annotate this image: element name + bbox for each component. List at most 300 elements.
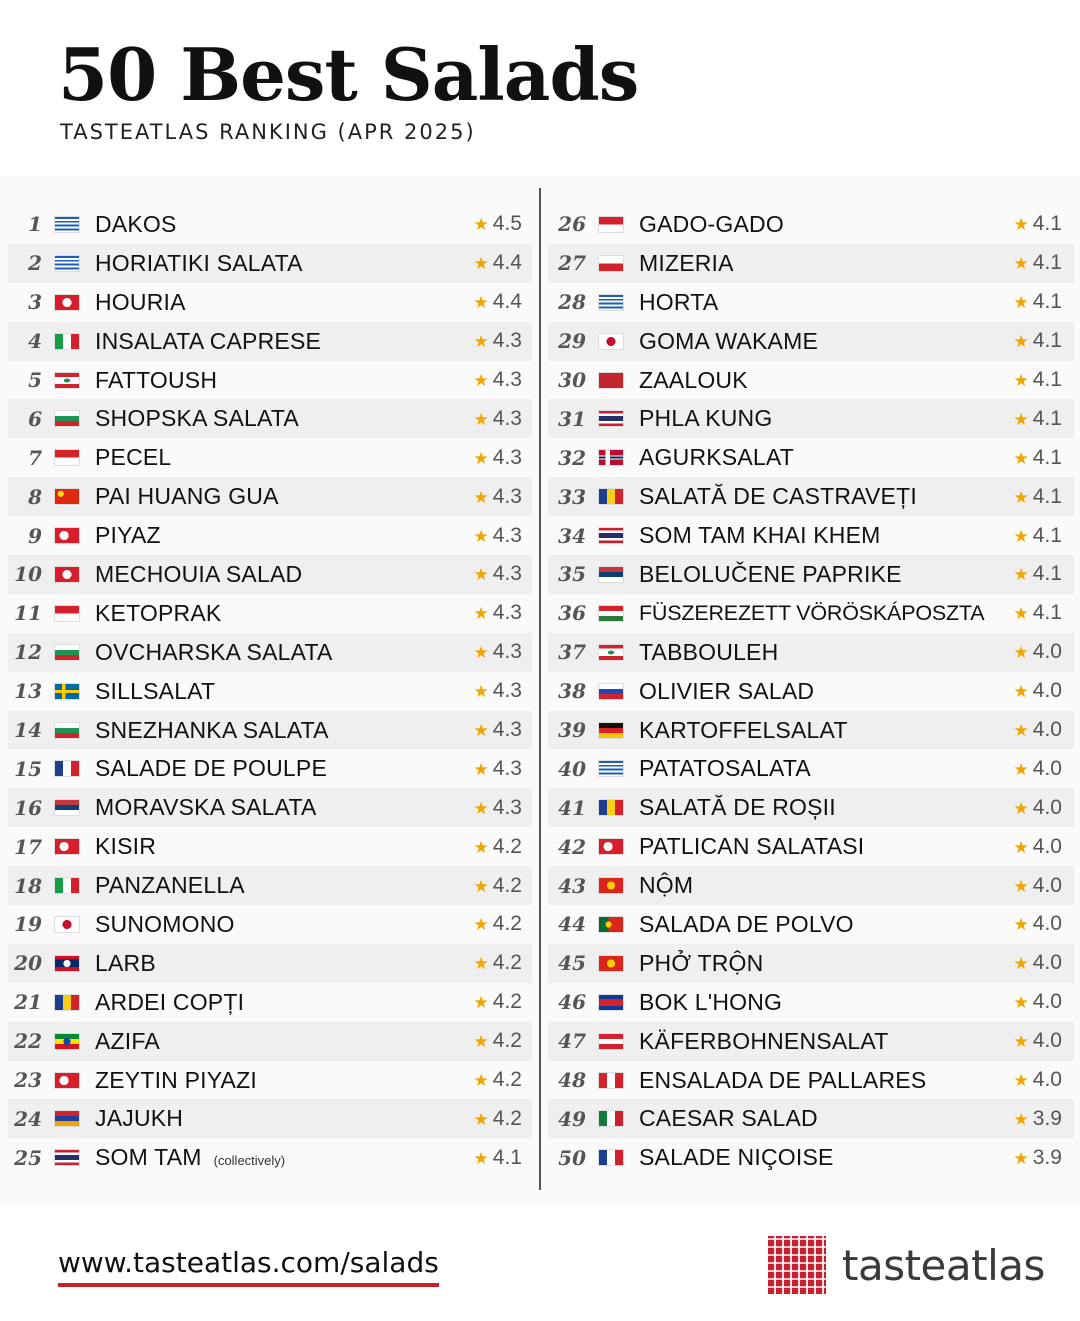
salad-name-text: PATATOSALATA <box>639 755 811 782</box>
ranking-row <box>548 633 1074 672</box>
rank-number: 29 <box>558 329 586 354</box>
salad-name <box>95 717 462 744</box>
ranking-row <box>548 438 1074 477</box>
rating <box>1002 212 1074 236</box>
rating-value: 4.2 <box>492 1106 522 1130</box>
salad-name <box>639 289 1002 316</box>
star-icon: ★ <box>1013 409 1029 429</box>
salad-name <box>95 833 462 860</box>
ranking-row <box>8 205 532 244</box>
salad-name <box>95 1144 462 1171</box>
rating <box>462 912 532 936</box>
rating-value: 4.0 <box>1032 718 1062 742</box>
ranking-row <box>8 516 532 555</box>
salad-name <box>639 367 1002 394</box>
star-icon: ★ <box>473 409 489 429</box>
flag-indonesia-icon <box>54 605 80 622</box>
rating <box>1002 1107 1074 1131</box>
ranking-row <box>8 711 532 750</box>
star-icon: ★ <box>473 448 489 468</box>
ranking-row <box>8 866 532 905</box>
rating-value: 4.3 <box>492 368 522 391</box>
salad-name-text: JAJUKH <box>95 1105 184 1132</box>
ranking-row <box>8 244 532 283</box>
rating <box>462 1146 532 1170</box>
rating-value: 3.9 <box>1032 1145 1062 1169</box>
rating-value: 4.3 <box>492 484 522 508</box>
ranking-row <box>548 944 1074 983</box>
rating <box>462 796 532 820</box>
salad-name-text: GADO-GADO <box>639 210 784 237</box>
salad-name <box>639 405 1002 432</box>
logo-wordmark: tasteatlas <box>842 1240 1045 1290</box>
rank-number: 8 <box>28 484 42 509</box>
flag-serbia-icon <box>598 566 624 583</box>
star-icon: ★ <box>1013 993 1029 1013</box>
salad-name <box>639 1028 1002 1055</box>
rating <box>462 835 532 859</box>
salad-name-text: KETOPRAK <box>95 599 222 626</box>
rank-number: 4 <box>28 329 42 354</box>
ranking-row <box>548 555 1074 594</box>
rank-number: 33 <box>558 484 586 509</box>
star-icon: ★ <box>1013 798 1029 818</box>
ranking-row <box>8 1099 532 1138</box>
ranking-row <box>548 1022 1074 1061</box>
star-icon: ★ <box>473 915 489 935</box>
flag-lebanon-icon <box>598 644 624 661</box>
rank-number: 22 <box>14 1029 42 1054</box>
salad-name <box>639 211 1002 238</box>
star-icon: ★ <box>473 993 489 1013</box>
salad-name-text: HORTA <box>639 288 719 315</box>
rank-number: 5 <box>28 368 42 392</box>
salad-note: (collectively) <box>213 1153 286 1169</box>
rating-value: 4.2 <box>492 873 522 897</box>
flag-norway-icon <box>598 449 624 466</box>
ranking-row <box>548 516 1074 555</box>
rating <box>1002 446 1074 470</box>
salad-name-text: SALADE DE POULPE <box>95 755 328 782</box>
star-icon: ★ <box>1013 915 1029 935</box>
star-icon: ★ <box>1013 254 1029 274</box>
flag-france-icon <box>54 760 80 777</box>
rank-number: 9 <box>28 523 42 548</box>
flag-cambodia-icon <box>598 994 624 1011</box>
rank-number: 1 <box>28 212 42 237</box>
salad-name <box>639 872 1002 899</box>
salad-name-text: SOM TAM <box>95 1144 202 1171</box>
rating-value: 4.3 <box>492 406 522 430</box>
flag-romania-icon <box>598 799 624 816</box>
flag-greece-icon <box>54 216 80 233</box>
salad-name-text: SALATĂ DE CASTRAVEȚI <box>639 483 917 510</box>
flag-vietnam-icon <box>598 955 624 972</box>
star-icon: ★ <box>473 565 489 585</box>
rank-number: 28 <box>558 290 586 315</box>
salad-name <box>639 911 1002 938</box>
rating <box>462 951 532 975</box>
salad-name <box>95 1067 462 1094</box>
salad-name-text: MIZERIA <box>639 249 734 276</box>
page-subtitle: TASTEATLAS RANKING (APR 2025) <box>60 120 476 144</box>
salad-name <box>639 950 1002 977</box>
star-icon: ★ <box>473 954 489 974</box>
rank-number: 10 <box>14 562 42 587</box>
salad-name <box>95 911 462 938</box>
rank-number: 48 <box>558 1068 586 1093</box>
column-divider <box>539 188 541 1190</box>
star-icon: ★ <box>1013 332 1029 352</box>
salad-name-text: DAKOS <box>95 210 177 237</box>
rank-number: 47 <box>558 1029 586 1054</box>
flag-greece-icon <box>598 294 624 311</box>
rating-value: 4.0 <box>1032 640 1062 664</box>
flag-thailand-icon <box>598 410 624 427</box>
rating-value: 4.1 <box>1032 329 1062 353</box>
ranking-row <box>8 905 532 944</box>
rating <box>462 485 532 509</box>
rating <box>1002 329 1074 353</box>
flag-france-icon <box>598 1149 624 1166</box>
ranking-row <box>548 788 1074 827</box>
rating-value: 4.5 <box>492 212 522 236</box>
rank-number: 32 <box>558 445 586 470</box>
rating-value: 4.1 <box>492 1145 522 1169</box>
star-icon: ★ <box>1013 1148 1029 1168</box>
star-icon: ★ <box>473 293 489 313</box>
rating <box>1002 912 1074 936</box>
ranking-row <box>8 1061 532 1100</box>
rating-value: 4.2 <box>492 990 522 1014</box>
salad-name-text: OLIVIER SALAD <box>639 677 815 704</box>
salad-name-text: MORAVSKA SALATA <box>95 794 317 821</box>
ranking-row <box>548 322 1074 361</box>
rank-number: 11 <box>14 601 42 626</box>
flag-austria-icon <box>598 1033 624 1050</box>
rating-value: 4.0 <box>1032 990 1062 1014</box>
flag-japan-icon <box>54 916 80 933</box>
rating-value: 4.3 <box>492 756 522 780</box>
salad-name-text: SNEZHANKA SALATA <box>95 716 329 743</box>
ranking-row <box>548 477 1074 516</box>
rating-value: 4.2 <box>492 912 522 936</box>
salad-name-text: PATLICAN SALATASI <box>639 833 865 860</box>
flag-poland-icon <box>598 255 624 272</box>
rating <box>1002 718 1074 742</box>
salad-name-text: FÜSZEREZETT VÖRÖSKÁPOSZTA <box>639 600 985 625</box>
salad-name <box>95 872 462 899</box>
ranking-row <box>548 905 1074 944</box>
rating <box>462 407 532 431</box>
star-icon: ★ <box>1013 837 1029 857</box>
star-icon: ★ <box>1013 1071 1029 1091</box>
flag-indonesia-icon <box>598 216 624 233</box>
ranking-row <box>548 594 1074 633</box>
ranking-row <box>548 749 1074 788</box>
salad-name <box>95 755 462 782</box>
ranking-row <box>548 1099 1074 1138</box>
salad-name <box>95 1028 462 1055</box>
salad-name-text: HOURIA <box>95 288 186 315</box>
rank-number: 3 <box>28 290 42 315</box>
star-icon: ★ <box>1013 526 1029 546</box>
rating <box>1002 407 1074 431</box>
rating <box>462 212 532 236</box>
rating <box>1002 485 1074 509</box>
salad-name <box>639 639 1002 666</box>
salad-name <box>639 1105 1002 1132</box>
rank-number: 38 <box>558 679 586 704</box>
salad-name-text: LARB <box>95 949 156 976</box>
rating-value: 4.0 <box>1032 795 1062 819</box>
flag-sweden-icon <box>54 683 80 700</box>
rating-value: 4.3 <box>492 329 522 353</box>
rank-number: 41 <box>558 795 586 820</box>
rating-value: 4.1 <box>1032 445 1062 469</box>
rating-value: 4.3 <box>492 523 522 547</box>
rating-value: 4.0 <box>1032 912 1062 936</box>
rank-number: 43 <box>558 873 586 898</box>
salad-name-text: ARDEI COPȚI <box>95 988 245 1015</box>
flag-ethiopia-icon <box>54 1033 80 1050</box>
flag-turkey-icon <box>54 1072 80 1089</box>
salad-name <box>639 989 1002 1016</box>
rating-value: 4.1 <box>1032 368 1062 391</box>
ranking-row <box>8 594 532 633</box>
salad-name-text: KISIR <box>95 833 157 860</box>
flag-japan-icon <box>598 333 624 350</box>
rating <box>462 562 532 586</box>
rating-value: 4.0 <box>1032 834 1062 858</box>
star-icon: ★ <box>473 215 489 235</box>
flag-turkey-icon <box>54 527 80 544</box>
star-icon: ★ <box>473 798 489 818</box>
rank-number: 40 <box>558 756 586 781</box>
rating-value: 4.2 <box>492 951 522 975</box>
salad-name <box>639 561 1002 588</box>
rank-number: 34 <box>558 523 586 548</box>
flag-greece-icon <box>54 255 80 272</box>
rating-value: 4.2 <box>492 1068 522 1092</box>
ranking-column-left <box>8 205 532 1177</box>
salad-name-text: FATTOUSH <box>95 366 218 393</box>
star-icon: ★ <box>473 487 489 507</box>
rank-number: 45 <box>558 951 586 976</box>
star-icon: ★ <box>473 1032 489 1052</box>
rating-value: 4.3 <box>492 562 522 586</box>
flag-peru-icon <box>598 1072 624 1089</box>
flag-turkey-icon <box>598 838 624 855</box>
rank-number: 49 <box>558 1106 586 1131</box>
star-icon: ★ <box>1013 371 1029 390</box>
salad-name-text: MECHOUIA SALAD <box>95 560 303 587</box>
salad-name <box>639 794 1002 821</box>
flag-indonesia-icon <box>54 449 80 466</box>
rank-number: 23 <box>14 1068 42 1093</box>
salad-name-text: CAESAR SALAD <box>639 1105 818 1132</box>
star-icon: ★ <box>1013 954 1029 974</box>
rating-value: 4.3 <box>492 640 522 664</box>
flag-tunisia-icon <box>54 566 80 583</box>
flag-italy-icon <box>54 877 80 894</box>
salad-name-text: SALATĂ DE ROȘII <box>639 794 836 821</box>
ranking-row <box>8 827 532 866</box>
salad-name <box>95 444 462 471</box>
rating <box>462 368 532 392</box>
rating <box>1002 1146 1074 1170</box>
salad-name <box>639 601 1002 626</box>
salad-name-text: GOMA WAKAME <box>639 327 818 354</box>
ranking-row <box>8 672 532 711</box>
salad-name-text: ZEYTIN PIYAZI <box>95 1066 257 1093</box>
flag-turkey-icon <box>54 838 80 855</box>
star-icon: ★ <box>473 1071 489 1091</box>
salad-name <box>639 755 1002 782</box>
ranking-row <box>8 633 532 672</box>
salad-name <box>95 328 462 355</box>
flag-lebanon-icon <box>54 372 80 389</box>
rating <box>1002 1068 1074 1092</box>
rank-number: 16 <box>14 795 42 820</box>
flag-bulgaria-icon <box>54 644 80 661</box>
rank-number: 17 <box>14 834 42 859</box>
star-icon: ★ <box>473 876 489 896</box>
rating <box>1002 640 1074 664</box>
star-icon: ★ <box>473 332 489 352</box>
star-icon: ★ <box>1013 682 1029 702</box>
ranking-row <box>8 555 532 594</box>
flag-romania-icon <box>598 488 624 505</box>
rating-value: 4.0 <box>1032 951 1062 975</box>
rating <box>462 1029 532 1053</box>
rank-number: 18 <box>14 873 42 898</box>
website-link[interactable]: www.tasteatlas.com/salads <box>58 1246 439 1287</box>
ranking-row <box>548 205 1074 244</box>
rating-value: 4.1 <box>1032 562 1062 586</box>
rating-value: 4.0 <box>1032 1029 1062 1053</box>
salad-name-text: AZIFA <box>95 1027 160 1054</box>
ranking-row <box>548 283 1074 322</box>
rank-number: 24 <box>14 1106 42 1131</box>
flag-romania-icon <box>54 994 80 1011</box>
salad-name-text: PANZANELLA <box>95 872 245 899</box>
rating <box>1002 251 1074 275</box>
salad-name <box>639 483 1002 510</box>
ranking-row <box>548 711 1074 750</box>
salad-name <box>95 367 462 394</box>
rating <box>1002 368 1074 392</box>
rating-value: 4.3 <box>492 445 522 469</box>
flag-germany-icon <box>598 722 624 739</box>
ranking-row <box>8 477 532 516</box>
salad-name <box>95 989 462 1016</box>
star-icon: ★ <box>473 371 489 390</box>
rating-value: 4.2 <box>492 834 522 858</box>
rating-value: 4.1 <box>1032 601 1062 625</box>
ranking-row <box>8 1022 532 1061</box>
salad-name <box>95 483 462 510</box>
rating <box>462 874 532 898</box>
rating-value: 3.9 <box>1032 1106 1062 1130</box>
ranking-row <box>548 244 1074 283</box>
rating-value: 4.3 <box>492 679 522 703</box>
ranking-row <box>548 361 1074 400</box>
salad-name-text: PIYAZ <box>95 522 161 549</box>
rank-number: 36 <box>558 601 586 626</box>
rank-number: 35 <box>558 562 586 587</box>
rating-value: 4.1 <box>1032 406 1062 430</box>
ranking-row <box>8 399 532 438</box>
star-icon: ★ <box>1013 1109 1029 1129</box>
rating-value: 4.3 <box>492 601 522 625</box>
rating <box>462 524 532 548</box>
salad-name <box>95 639 462 666</box>
flag-thailand-icon <box>54 1149 80 1166</box>
rating-value: 4.0 <box>1032 873 1062 897</box>
flag-thailand-icon <box>598 527 624 544</box>
flag-morocco-icon <box>598 372 624 389</box>
ranking-row <box>548 672 1074 711</box>
rating <box>1002 524 1074 548</box>
ranking-row <box>548 1138 1074 1177</box>
salad-name-text: SOM TAM KHAI KHEM <box>639 522 881 549</box>
rating <box>1002 601 1074 625</box>
flag-italy-icon <box>54 333 80 350</box>
rank-number: 31 <box>558 406 586 431</box>
salad-name-text: BOK L'HONG <box>639 988 783 1015</box>
flag-armenia-icon <box>54 1110 80 1127</box>
page-title: 50 Best Salads <box>58 32 639 117</box>
rank-number: 26 <box>558 212 586 237</box>
ranking-row <box>8 788 532 827</box>
salad-name-text: PHỞ TRỘN <box>639 949 764 976</box>
salad-name-text: PECEL <box>95 444 172 471</box>
star-icon: ★ <box>1013 215 1029 235</box>
flag-greece-icon <box>598 760 624 777</box>
salad-name-text: SALADA DE POLVO <box>639 910 854 937</box>
salad-name <box>639 522 1002 549</box>
rank-number: 14 <box>14 718 42 743</box>
rating <box>462 679 532 703</box>
ranking-row <box>548 399 1074 438</box>
salad-name-text: ZAALOUK <box>639 366 748 393</box>
tasteatlas-logo <box>768 1236 1045 1294</box>
rating-value: 4.3 <box>492 718 522 742</box>
flag-laos-icon <box>54 955 80 972</box>
salad-name-text: ENSALADA DE PALLARES <box>639 1066 927 1093</box>
rank-number: 50 <box>558 1145 586 1170</box>
rating <box>462 990 532 1014</box>
star-icon: ★ <box>473 1109 489 1129</box>
salad-name <box>639 678 1002 705</box>
salad-name <box>95 211 462 238</box>
rating <box>462 718 532 742</box>
flag-russia-icon <box>598 683 624 700</box>
ranking-row <box>548 1061 1074 1100</box>
rank-number: 46 <box>558 990 586 1015</box>
flag-serbia-icon <box>54 799 80 816</box>
rating <box>462 1068 532 1092</box>
rank-number: 19 <box>14 912 42 937</box>
checkered-logo-icon <box>768 1236 826 1294</box>
flag-vietnam-icon <box>598 877 624 894</box>
salad-name-text: INSALATA CAPRESE <box>95 327 322 354</box>
ranking-row <box>8 944 532 983</box>
salad-name-text: KARTOFFELSALAT <box>639 716 848 743</box>
salad-name <box>95 794 462 821</box>
salad-name <box>95 678 462 705</box>
